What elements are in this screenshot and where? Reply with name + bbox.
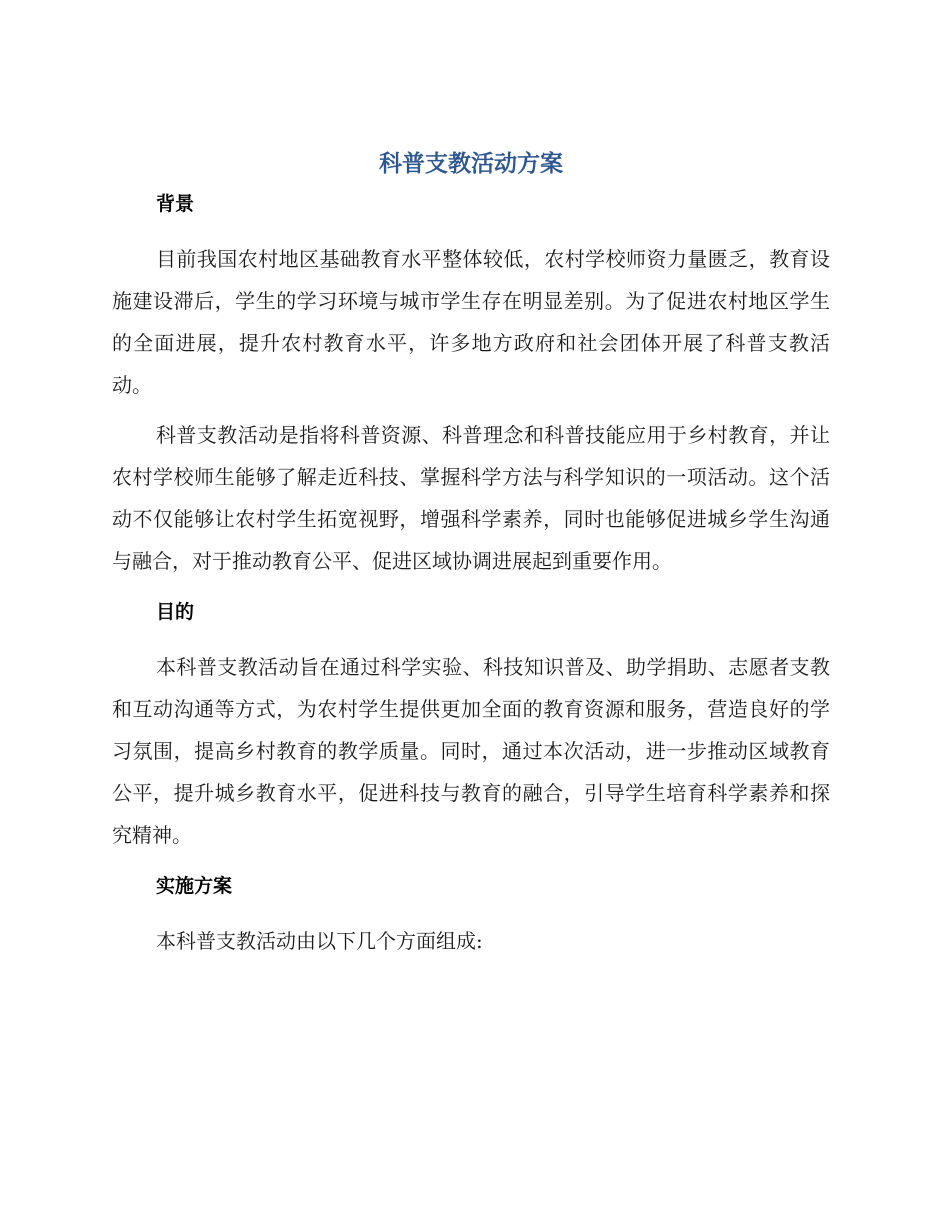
paragraph: 本科普支教活动旨在通过科学实验、科技知识普及、助学捐助、志愿者支教和互动沟通等方式，为农村学生提供更加全面的教育资源和服务，营造良好的学习氛围，提高乡村教育的教学质量。同时，通过本次活动，进一步推动区域教育公平，提升城乡教育水平，促进科技与教育的融合，引导学生培育科学素养和探究精神。 — [112, 655, 830, 847]
document-body — [112, 144, 830, 962]
section-heading-purpose: 目的 — [156, 601, 195, 623]
section-heading-background: 背景 — [156, 193, 195, 215]
paragraph: 目前我国农村地区基础教育水平整体较低，农村学校师资力量匮乏，教育设施建设滞后，学生的学习环境与城市学生存在明显差别。为了促进农村地区学生的全面进展，提升农村教育水平，许多地方政府和社会团体开展了科普支教活动。 — [112, 247, 830, 397]
paragraph: 科普支教活动是指将科普资源、科普理念和科普技能应用于乡村教育，并让农村学校师生能够了解走近科技、掌握科学方法与科学知识的一项活动。这个活动不仅能够让农村学生拓宽视野，增强科学素养，同时也能够促进城乡学生沟通与融合，对于推动教育公平、促进区域协调进展起到重要作用。 — [112, 423, 830, 573]
section-heading-implementation: 实施方案 — [156, 875, 233, 897]
section-background — [112, 186, 830, 582]
paragraph: 本科普支教活动由以下几个方面组成: — [156, 929, 483, 953]
section-purpose — [112, 594, 830, 856]
document-title: 科普支教活动方案 — [379, 151, 563, 177]
section-implementation — [112, 868, 830, 962]
